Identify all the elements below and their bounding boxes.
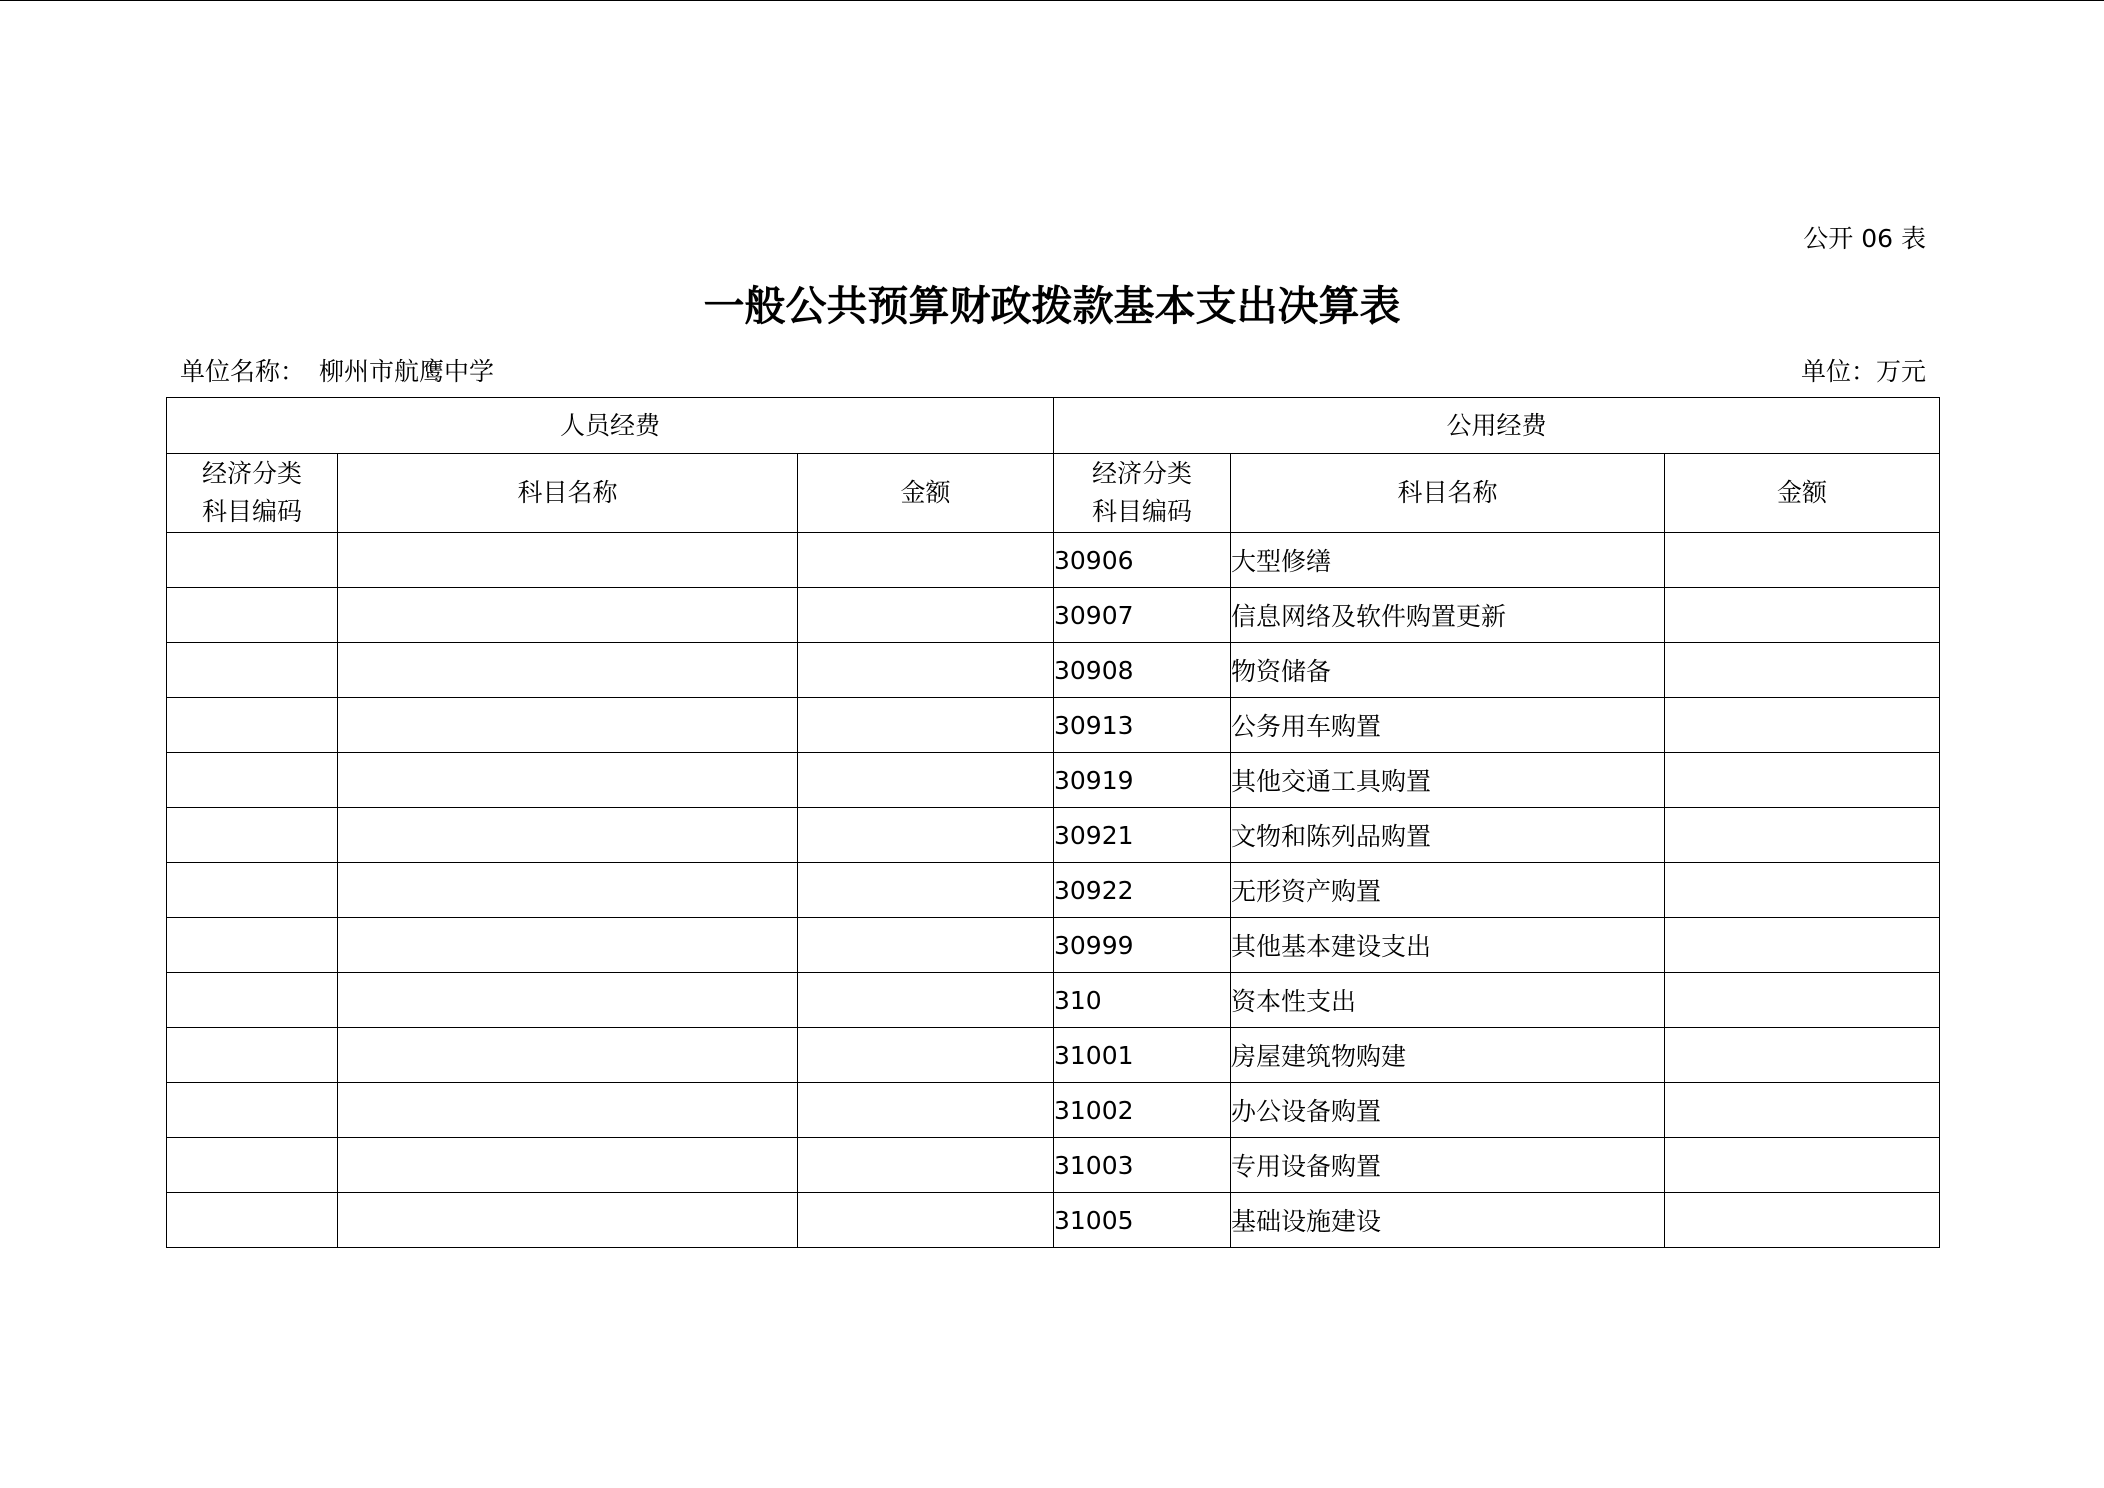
personnel-name-cell: [338, 973, 798, 1028]
personnel-amount-cell: [798, 1083, 1054, 1138]
unit-name-label: 单位名称：: [180, 357, 306, 386]
public-amount-header: 金额: [1665, 454, 1940, 533]
public-name-cell: 文物和陈列品购置: [1231, 808, 1665, 863]
personnel-code-cell: [167, 588, 338, 643]
personnel-amount-cell: [798, 808, 1054, 863]
public-code-cell: 30919: [1054, 753, 1231, 808]
personnel-name-cell: [338, 1193, 798, 1248]
personnel-amount-cell: [798, 1028, 1054, 1083]
personnel-name-cell: [338, 863, 798, 918]
personnel-name-cell: [338, 1028, 798, 1083]
personnel-amount-cell: [798, 698, 1054, 753]
personnel-code-cell: [167, 533, 338, 588]
public-group-header: 公用经费: [1054, 398, 1940, 454]
public-code-cell: 30922: [1054, 863, 1231, 918]
personnel-code-cell: [167, 753, 338, 808]
public-code-cell: 30908: [1054, 643, 1231, 698]
public-code-cell: 30906: [1054, 533, 1231, 588]
public-code-cell: 30907: [1054, 588, 1231, 643]
table-row: [167, 808, 1940, 863]
table-row: [167, 973, 1940, 1028]
currency-unit-label: 单位：万元: [1800, 357, 1926, 386]
public-amount-cell: [1665, 1083, 1940, 1138]
personnel-amount-cell: [798, 1193, 1054, 1248]
budget-table: [166, 397, 1940, 1248]
personnel-amount-cell: [798, 1138, 1054, 1193]
personnel-code-cell: [167, 918, 338, 973]
personnel-code-cell: [167, 863, 338, 918]
personnel-code-cell: [167, 1083, 338, 1138]
personnel-code-header: [167, 454, 338, 533]
personnel-amount-cell: [798, 643, 1054, 698]
personnel-name-cell: [338, 808, 798, 863]
table-row: [167, 1028, 1940, 1083]
table-row: [167, 588, 1940, 643]
personnel-code-cell: [167, 698, 338, 753]
public-code-cell: 30999: [1054, 918, 1231, 973]
public-amount-cell: [1665, 1138, 1940, 1193]
public-name-cell: 大型修缮: [1231, 533, 1665, 588]
personnel-code-cell: [167, 1028, 338, 1083]
personnel-amount-cell: [798, 863, 1054, 918]
public-name-cell: 其他交通工具购置: [1231, 753, 1665, 808]
unit-name: [180, 356, 494, 388]
public-name-cell: 无形资产购置: [1231, 863, 1665, 918]
personnel-name-cell: [338, 643, 798, 698]
personnel-amount-cell: [798, 533, 1054, 588]
code-header-line2: 科目编码: [201, 497, 302, 526]
page-top-border: [0, 0, 2104, 1]
public-code-header: [1054, 454, 1231, 533]
public-amount-cell: [1665, 588, 1940, 643]
public-name-cell: 物资储备: [1231, 643, 1665, 698]
table-row: [167, 1193, 1940, 1248]
public-code-cell: 31005: [1054, 1193, 1231, 1248]
public-code-cell: 31003: [1054, 1138, 1231, 1193]
public-name-cell: 资本性支出: [1231, 973, 1665, 1028]
public-name-cell: 房屋建筑物购建: [1231, 1028, 1665, 1083]
public-amount-cell: [1665, 643, 1940, 698]
public-code-cell: 30913: [1054, 698, 1231, 753]
personnel-code-cell: [167, 1138, 338, 1193]
personnel-code-cell: [167, 643, 338, 698]
public-name-cell: 专用设备购置: [1231, 1138, 1665, 1193]
public-name-cell: 信息网络及软件购置更新: [1231, 588, 1665, 643]
public-name-cell: 办公设备购置: [1231, 1083, 1665, 1138]
form-number: 公开 06 表: [1803, 224, 1926, 253]
public-amount-cell: [1665, 1028, 1940, 1083]
public-code-cell: 31001: [1054, 1028, 1231, 1083]
public-amount-cell: [1665, 973, 1940, 1028]
personnel-name-cell: [338, 1138, 798, 1193]
table-row: [167, 863, 1940, 918]
public-amount-cell: [1665, 808, 1940, 863]
personnel-code-cell: [167, 808, 338, 863]
code-header-line2: 科目编码: [1091, 497, 1192, 526]
public-name-cell: 其他基本建设支出: [1231, 918, 1665, 973]
table-row: [167, 1083, 1940, 1138]
table-row: [167, 753, 1940, 808]
table-row: [167, 533, 1940, 588]
personnel-code-cell: [167, 973, 338, 1028]
table-row: [167, 918, 1940, 973]
personnel-name-header: 科目名称: [338, 454, 798, 533]
table-row: [167, 698, 1940, 753]
public-code-cell: 31002: [1054, 1083, 1231, 1138]
public-amount-cell: [1665, 753, 1940, 808]
code-header-line1: 经济分类: [1091, 459, 1192, 488]
personnel-amount-cell: [798, 918, 1054, 973]
unit-name-value: 柳州市航鹰中学: [319, 357, 495, 386]
public-amount-cell: [1665, 698, 1940, 753]
personnel-name-cell: [338, 588, 798, 643]
page-title: 一般公共预算财政拨款基本支出决算表: [703, 282, 1401, 330]
personnel-group-header: 人员经费: [167, 398, 1054, 454]
table-row: [167, 643, 1940, 698]
public-name-header: 科目名称: [1231, 454, 1665, 533]
column-header-row: [167, 454, 1940, 533]
group-header-row: [167, 398, 1940, 454]
personnel-amount-cell: [798, 753, 1054, 808]
public-amount-cell: [1665, 863, 1940, 918]
public-code-cell: 310: [1054, 973, 1231, 1028]
public-amount-cell: [1665, 1193, 1940, 1248]
public-code-cell: 30921: [1054, 808, 1231, 863]
personnel-name-cell: [338, 753, 798, 808]
personnel-amount-cell: [798, 588, 1054, 643]
public-name-cell: 公务用车购置: [1231, 698, 1665, 753]
personnel-amount-header: 金额: [798, 454, 1054, 533]
table-row: [167, 1138, 1940, 1193]
personnel-name-cell: [338, 1083, 798, 1138]
personnel-amount-cell: [798, 973, 1054, 1028]
code-header-line1: 经济分类: [201, 459, 302, 488]
personnel-name-cell: [338, 533, 798, 588]
public-amount-cell: [1665, 918, 1940, 973]
personnel-name-cell: [338, 918, 798, 973]
personnel-code-cell: [167, 1193, 338, 1248]
public-name-cell: 基础设施建设: [1231, 1193, 1665, 1248]
public-amount-cell: [1665, 533, 1940, 588]
personnel-name-cell: [338, 698, 798, 753]
